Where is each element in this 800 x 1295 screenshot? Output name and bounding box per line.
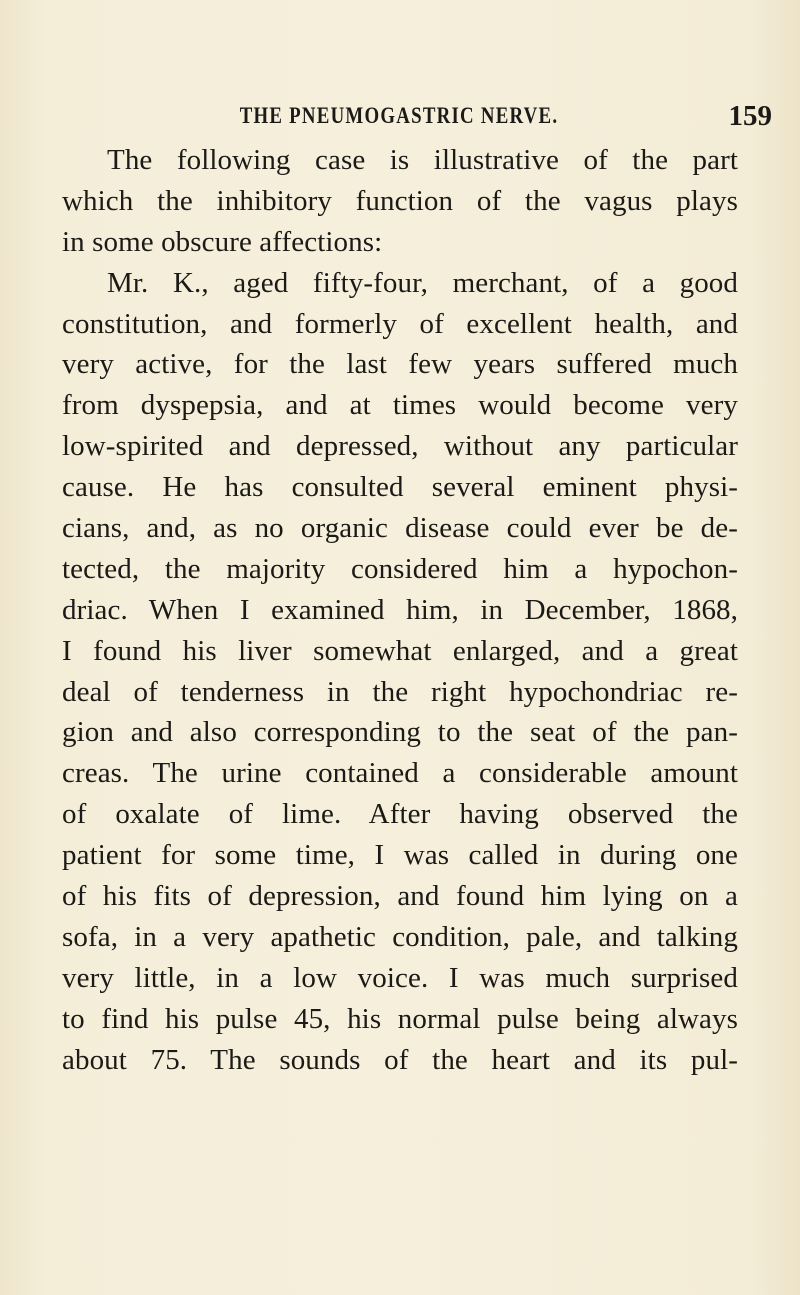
running-head [58, 96, 772, 136]
text-line: of oxalate of lime. After having observed the [62, 798, 738, 831]
text-line: of his fits of depression, and found him lying on a [62, 880, 738, 913]
text-line: sofa, in a very apathetic condition, pale, and talking [62, 920, 738, 953]
text-line: cause. He has consulted several eminent physi- [62, 471, 738, 504]
text-line: very little, in a low voice. I was much surprised [62, 961, 738, 994]
text-line: which the inhibitory function of the vagus plays [62, 184, 738, 217]
text-line: The following case is illustrative of the part [107, 144, 738, 176]
running-title: THE PNEUMOGASTRIC NERVE. [239, 103, 559, 128]
text-line: cians, and, as no organic disease could ever be de- [62, 512, 738, 545]
text-line: about 75. The sounds of the heart and its pul- [62, 1043, 738, 1076]
page-number: 159 [728, 100, 772, 132]
text-line: low-spirited and depressed, without any particular [62, 430, 738, 463]
text-line: deal of tenderness in the right hypochondriac re- [62, 675, 738, 708]
text-line: tected, the majority considered him a hypochon- [62, 552, 738, 585]
text-line: from dyspepsia, and at times would become very [62, 389, 738, 422]
text-line: patient for some time, I was called in during one [62, 839, 738, 872]
text-line: I found his liver somewhat enlarged, and a great [62, 634, 738, 667]
text-line: creas. The urine contained a considerable amount [62, 757, 738, 790]
text-line: very active, for the last few years suffered much [62, 348, 738, 381]
text-line: gion and also corresponding to the seat of the pan- [62, 716, 738, 749]
text-line: constitution, and formerly of excellent health, and [62, 307, 738, 340]
body-text [62, 140, 738, 1080]
text-line: to find his pulse 45, his normal pulse being always [62, 1002, 738, 1035]
text-line: driac. When I examined him, in December, 1868, [62, 593, 738, 626]
text-line: Mr. K., aged fifty-four, merchant, of a good [107, 266, 738, 299]
text-line: in some obscure affections: [62, 225, 383, 258]
